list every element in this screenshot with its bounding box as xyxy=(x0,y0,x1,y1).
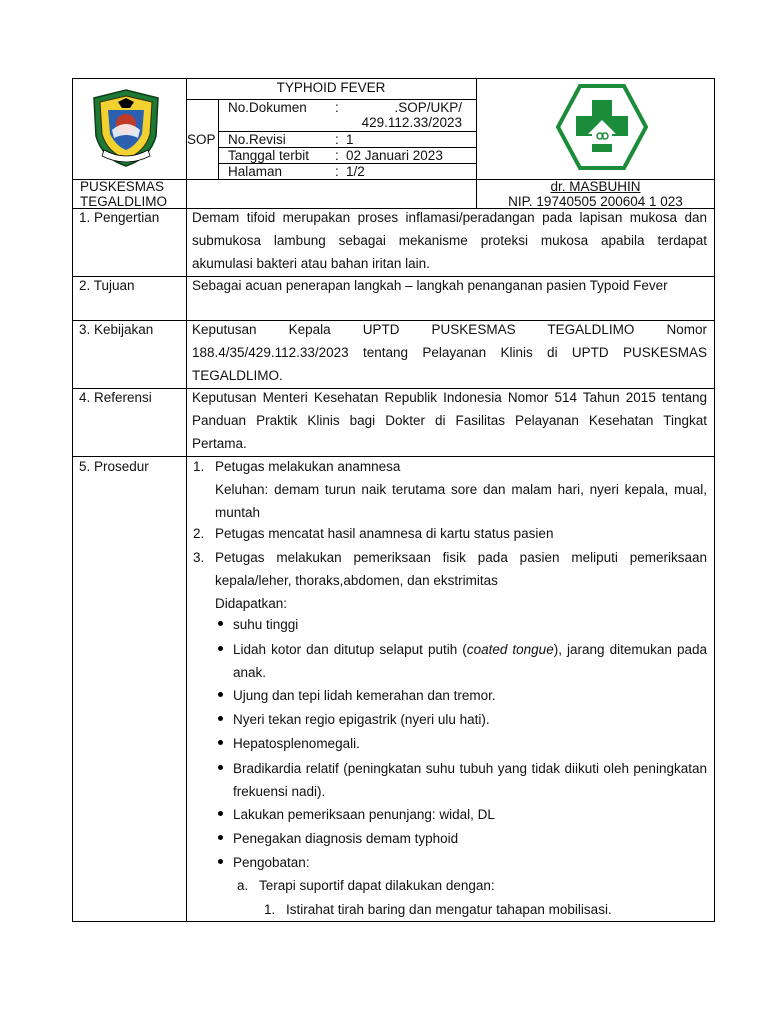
meta-label-tanggal: Tanggal terbit xyxy=(228,148,310,163)
bullet-dot xyxy=(218,740,223,745)
step-keluhan: Keluhan: demam turun naik terutama sore dan malam hari, nyeri kepala, mual, muntah xyxy=(215,482,707,520)
sub-sub-step-number: 1. xyxy=(264,902,276,917)
regional-emblem-logo xyxy=(90,88,162,168)
step-number: 1. xyxy=(193,459,205,474)
finding-item: Penegakan diagnosis demam typhoid xyxy=(233,831,459,846)
col-divider-left xyxy=(186,78,187,922)
document-title: TYPHOID FEVER xyxy=(276,80,386,95)
meta-label-norevisi: No.Revisi xyxy=(228,132,286,147)
sop-label: SOP xyxy=(187,132,216,147)
meta-sep-halaman: : xyxy=(335,164,339,179)
section-label-tujuan: 2. Tujuan xyxy=(79,278,135,293)
finding-item: Ujung dan tepi lidah kemerahan dan tremor. xyxy=(233,688,496,703)
finding-item: Hepatosplenomegali. xyxy=(233,736,360,751)
finding-item: Lakukan pemeriksaan penunjang: widal, DL xyxy=(233,807,495,822)
step-number: 3. xyxy=(193,550,205,565)
finding-text-tail: ), jarang ditemukan pada anak. xyxy=(233,642,707,680)
signer-name: dr. MASBUHIN xyxy=(550,179,641,194)
meta-label-halaman: Halaman xyxy=(228,164,283,179)
org-name-line1: PUSKESMAS xyxy=(80,179,165,194)
bullet-dot xyxy=(218,835,223,840)
finding-italic: coated tongue xyxy=(466,642,554,657)
sub-step-text: Terapi suportif dapat dilakukan dengan: xyxy=(259,878,495,893)
meta-value-nodokumen: .SOP/UKP/ 429.112.33/2023 xyxy=(361,100,462,130)
org-name-line2: TEGALDLIMO xyxy=(80,194,168,209)
finding-item: Nyeri tekan regio epigastrik (nyeri ulu hati). xyxy=(233,712,490,727)
sub-step-number: a. xyxy=(237,878,249,893)
bullet-dot xyxy=(218,646,223,651)
step-number: 2. xyxy=(193,526,205,541)
finding-item: suhu tinggi xyxy=(233,617,299,632)
step-text: Petugas melakukan pemeriksaan fisik pada pasien meliputi pemeriksaan kepala/leher, thoraks,abdomen, dan ekstrimitas xyxy=(215,550,707,588)
section-text-referensi: Keputusan Menteri Kesehatan Republik Indonesia Nomor 514 Tahun 2015 tentang Panduan Praktik Klinis bagi Dokter di Fasilitas Pelayanan Kesehatan Tingkat Pertama. xyxy=(192,390,707,451)
puskesmas-logo xyxy=(556,84,648,170)
finding-item: Bradikardia relatif (peningkatan suhu tubuh yang tidak diikuti oleh peningkatan frekuensi nadi). xyxy=(233,761,707,799)
meta-sep-norevisi: : xyxy=(335,132,339,147)
bullet-dot xyxy=(218,859,223,864)
bullet-dot xyxy=(218,716,223,721)
meta-sep-nodokumen: : xyxy=(335,100,339,115)
meta-sep-tanggal: : xyxy=(335,148,339,163)
step-text: Petugas mencatat hasil anamnesa di kartu status pasien xyxy=(215,526,554,541)
bullet-dot xyxy=(218,692,223,697)
finding-item xyxy=(233,638,707,684)
finding-item: Pengobatan: xyxy=(233,855,310,870)
section-label-kebijakan: 3. Kebijakan xyxy=(79,322,154,337)
section-label-referensi: 4. Referensi xyxy=(79,390,152,405)
sub-sub-step-text: Istirahat tirah baring dan mengatur tahapan mobilisasi. xyxy=(286,902,612,917)
finding-text: Lidah kotor dan ditutup selaput putih ( xyxy=(233,642,467,657)
bullet-dot xyxy=(218,765,223,770)
meta-label-nodokumen: No.Dokumen xyxy=(228,100,307,115)
meta-value-halaman: 1/2 xyxy=(346,164,365,179)
section-label-prosedur: 5. Prosedur xyxy=(79,459,149,474)
meta-value-norevisi: 1 xyxy=(346,132,354,147)
meta-value-tanggal: 02 Januari 2023 xyxy=(346,148,443,163)
section-text-kebijakan: Keputusan Kepala UPTD PUSKESMAS TEGALDLIMO Nomor 188.4/35/429.112.33/2023 tentang Pelayanan Klinis di UPTD PUSKESMAS TEGALDLIMO. xyxy=(192,322,707,383)
bullet-dot xyxy=(218,811,223,816)
section-text-pengertian: Demam tifoid merupakan proses inflamasi/peradangan pada lapisan mukosa dan submukosa lambung sebagai mekanisme proteksi mukosa apabila terdapat akumulasi bakteri atau bahan iritan lain. xyxy=(192,210,707,271)
step-text: Petugas melakukan anamnesa xyxy=(215,459,401,474)
section-label-pengertian: 1. Pengertian xyxy=(79,210,160,225)
col-divider-sop xyxy=(218,99,219,179)
signer-nip: NIP. 19740505 200604 1 023 xyxy=(508,194,683,209)
didapatkan-label: Didapatkan: xyxy=(215,596,288,611)
bullet-dot xyxy=(218,621,223,626)
section-text-tujuan: Sebagai acuan penerapan langkah – langkah penanganan pasien Typoid Fever xyxy=(192,278,668,293)
